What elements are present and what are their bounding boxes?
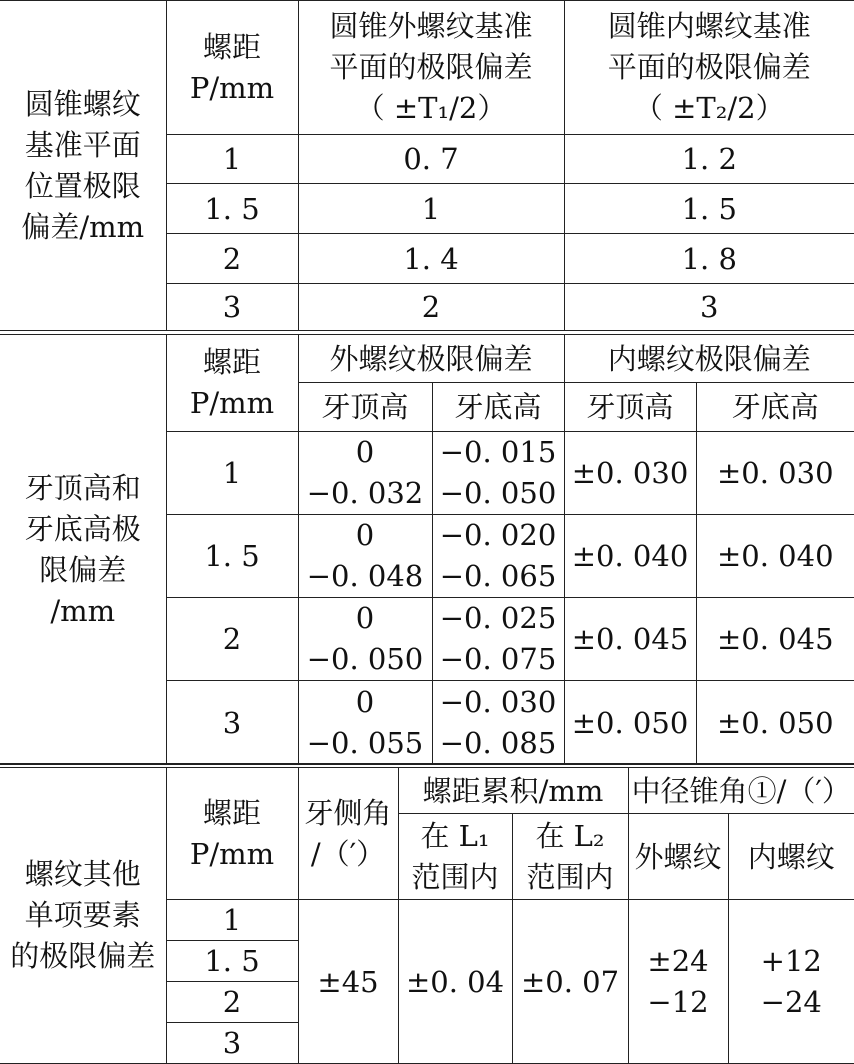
header-root: 牙底高 bbox=[432, 383, 564, 432]
table-row: 1. 5 0 −0. 048 −0. 020 −0. 065 ±0. 040 ±0. 040 bbox=[0, 515, 854, 598]
table-row: 3 2 3 bbox=[0, 284, 854, 331]
header-crest: 牙顶高 bbox=[564, 383, 696, 432]
table-row: 3 0 −0. 055 −0. 030 −0. 085 ±0. 050 ±0. 050 bbox=[0, 681, 854, 765]
section-divider bbox=[0, 763, 854, 764]
header-taper-ext: 外螺纹 bbox=[628, 814, 728, 900]
table-row: 2 bbox=[0, 982, 854, 1023]
header-flank-angle: 牙侧角 /（′） bbox=[298, 768, 398, 900]
header-cumulative-pitch: 螺距累积/mm bbox=[398, 768, 628, 814]
section-divider bbox=[0, 330, 854, 331]
flank-value: ±45 bbox=[298, 900, 398, 1064]
header-taper-int: 内螺纹 bbox=[728, 814, 854, 900]
taper-int-value: +12 −24 bbox=[728, 900, 854, 1064]
table-row: 2 1. 4 1. 8 bbox=[0, 234, 854, 284]
taper-ext-value: ±24 −12 bbox=[628, 900, 728, 1064]
header-ext-limit: 外螺纹极限偏差 bbox=[298, 335, 564, 383]
section-datum-plane bbox=[0, 0, 854, 331]
table-row: 1 0. 7 1. 2 bbox=[0, 135, 854, 184]
header-ext-datum: 圆锥外螺纹基准 平面的极限偏差 （ ±T₁/2） bbox=[298, 1, 564, 135]
table-row: 1. 5 bbox=[0, 941, 854, 982]
header-int-datum: 圆锥内螺纹基准 平面的极限偏差 （ ±T₂/2） bbox=[564, 1, 854, 135]
header-int-limit: 内螺纹极限偏差 bbox=[564, 335, 854, 383]
table-row: 1. 5 1 1. 5 bbox=[0, 184, 854, 234]
section2-label: 牙顶高和 牙底高极 限偏差 /mm bbox=[0, 335, 166, 765]
header-pitch: 螺距 P/mm bbox=[166, 335, 298, 432]
table-row: 2 0 −0. 050 −0. 025 −0. 075 ±0. 045 ±0. 045 bbox=[0, 598, 854, 681]
header-within-l1: 在 L₁ 范围内 bbox=[398, 814, 512, 900]
header-taper-angle: 中径锥角①/（′） bbox=[628, 768, 854, 814]
header-crest: 牙顶高 bbox=[298, 383, 432, 432]
table-row: 1 0 −0. 032 −0. 015 −0. 050 ±0. 030 ±0. 030 bbox=[0, 432, 854, 515]
section1-label: 圆锥螺纹 基准平面 位置极限 偏差/mm bbox=[0, 1, 166, 331]
header-pitch: 螺距 P/mm bbox=[166, 768, 298, 900]
section-other-elements bbox=[0, 767, 854, 1064]
table-row: 3 bbox=[0, 1023, 854, 1064]
table-row: 1 ±45 ±0. 04 ±0. 07 ±24 −12 +12 −24 bbox=[0, 900, 854, 941]
section-crest-root bbox=[0, 334, 854, 765]
l1-value: ±0. 04 bbox=[398, 900, 512, 1064]
l2-value: ±0. 07 bbox=[512, 900, 628, 1064]
header-root: 牙底高 bbox=[696, 383, 854, 432]
header-pitch: 螺距 P/mm bbox=[166, 1, 298, 135]
header-within-l2: 在 L₂ 范围内 bbox=[512, 814, 628, 900]
section3-label: 螺纹其他 单项要素 的极限偏差 bbox=[0, 768, 166, 1064]
